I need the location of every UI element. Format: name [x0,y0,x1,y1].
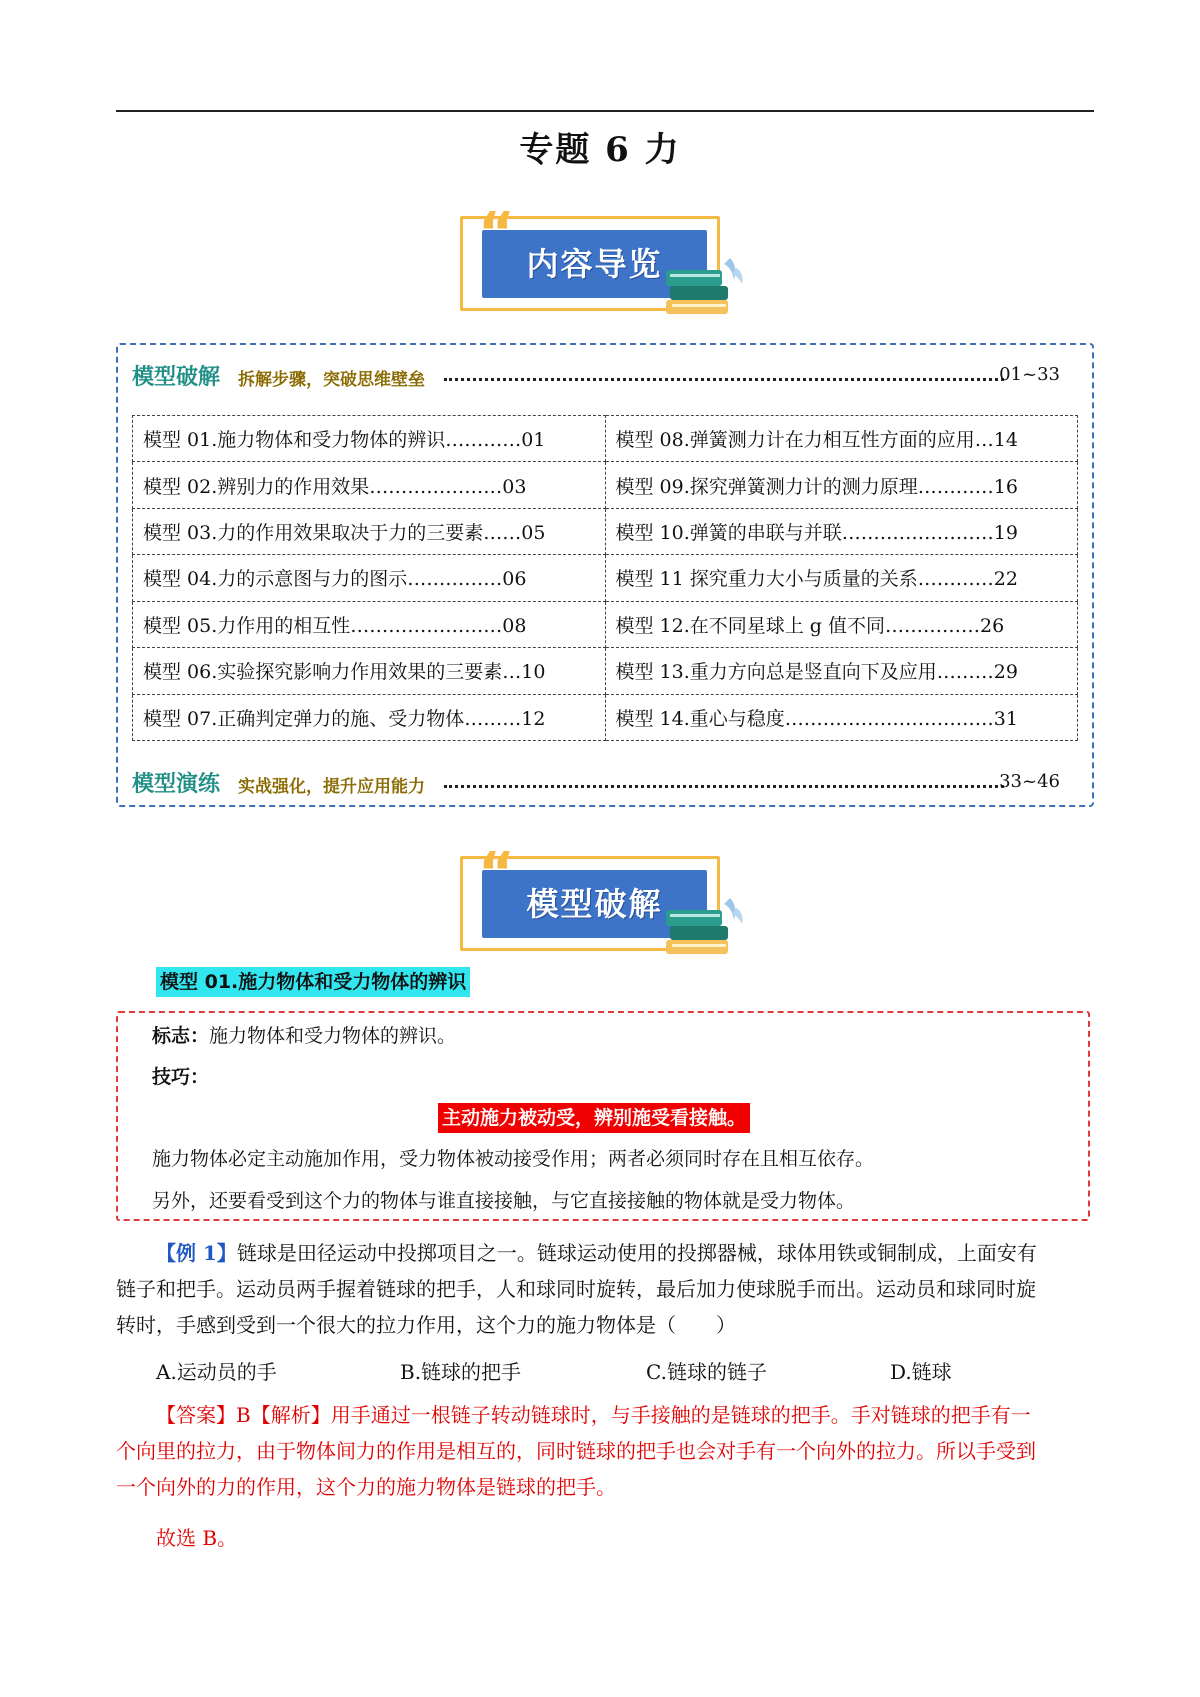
toc-section-head: 模型破解 [132,365,221,390]
toc-item[interactable]: 模型 13.重力方向总是竖直向下及应用………29 [605,648,1078,694]
tip-line-1: 施力物体必定主动施加作用，受力物体被动接受作用；两者必须同时存在且相互依存。 [152,1148,875,1170]
toc-row [133,462,1078,508]
toc-item[interactable]: 模型 08.弹簧测力计在力相互性方面的应用…14 [605,416,1078,462]
skill-line [152,1062,209,1092]
toc-item[interactable]: 模型 14.重心与稳度……………………………31 [605,694,1078,740]
toc-row [133,694,1078,740]
skill-label: 技巧： [152,1066,210,1088]
toc-item[interactable]: 模型 01.施力物体和受力物体的辨识…………01 [133,416,606,462]
toc-item[interactable]: 模型 06.实验探究影响力作用效果的三要素…10 [133,648,606,694]
example-line-2: 链子和把手。运动员两手握着链球的把手，人和球同时旋转，最后加力使球脱手而出。运动员和球同时旋 [116,1277,1036,1301]
sign-line [152,1021,456,1051]
toc-section-pages: 01~33 [999,364,1060,385]
tip-line-2: 另外，还要看受到这个力的物体与谁直接接触，与它直接接触的物体就是受力物体。 [152,1190,856,1212]
banner-model [460,841,760,958]
example-line-3: 转时，手感到受到一个很大的拉力作用，这个力的施力物体是（ ） [116,1313,736,1337]
toc-item[interactable]: 模型 07.正确判定弹力的施、受力物体………12 [133,694,606,740]
toc-item[interactable]: 模型 10.弹簧的串联与并联……………………19 [605,508,1078,554]
toc-item[interactable]: 模型 05.力作用的相互性……………………08 [133,601,606,647]
example-text: 链球是田径运动中投掷项目之一。链球运动使用的投掷器械，球体用铁或铜制成，上面安有 [236,1241,1037,1265]
example-line-1 [116,1235,1096,1271]
example-label: 【例 1】 [156,1241,237,1265]
toc-row [133,508,1078,554]
banner-label: 内容导览 [526,245,663,283]
toc-item[interactable]: 模型 03.力的作用效果取决于力的三要素……05 [133,508,606,554]
quote-icon: “ [478,841,515,906]
option-c[interactable]: C.链球的链子 [646,1360,767,1384]
books-icon [660,248,750,320]
toc-section-sub: 拆解步骤，突破思维壁垒 [238,370,425,390]
answer-line-1: 【答案】B【解析】用手通过一根链子转动链球时，与手接触的是链球的把手。手对链球的把手有一 [156,1403,1031,1427]
toc-row [133,416,1078,462]
page-title: 专题 6 力 [519,130,681,170]
toc-item[interactable]: 模型 04.力的示意图与力的图示……………06 [133,555,606,601]
model-01-heading: 模型 01.施力物体和受力物体的辨识 [156,967,470,997]
skill-highlight: 主动施力被动受，辨别施受看接触。 [438,1103,750,1133]
option-a[interactable]: A.运动员的手 [156,1360,277,1384]
toc-item[interactable]: 模型 09.探究弹簧测力计的测力原理…………16 [605,462,1078,508]
sign-label: 标志： [152,1025,210,1047]
toc-section-model-practice[interactable] [132,767,1060,801]
toc-section-head: 模型演练 [132,772,221,797]
banner-label: 模型破解 [526,885,663,923]
toc-section-model-breakdown[interactable] [132,360,1060,394]
answer-line-3: 一个向外的力的作用，这个力的施力物体是链球的把手。 [116,1475,616,1499]
top-rule [116,110,1094,112]
toc-item[interactable]: 模型 11 探究重力大小与质量的关系…………22 [605,555,1078,601]
toc-row [133,555,1078,601]
toc-item[interactable]: 模型 12.在不同星球上 g 值不同……………26 [605,601,1078,647]
toc-dots [444,776,1004,788]
sign-text: 施力物体和受力物体的辨识。 [209,1025,457,1047]
toc-section-pages: 33~46 [999,771,1060,792]
quote-icon: “ [478,201,515,266]
option-d[interactable]: D.链球 [890,1360,952,1384]
answer-line-4: 故选 B。 [156,1526,238,1550]
answer-line-2: 个向里的拉力，由于物体间力的作用是相互的，同时链球的把手也会对手有一个向外的拉力。所以手受到 [116,1439,1036,1463]
banner-toc [460,201,760,318]
books-icon [660,888,750,960]
toc-dots [444,369,1004,381]
option-b[interactable]: B.链球的把手 [400,1360,522,1384]
toc-row [133,648,1078,694]
toc-section-sub: 实战强化，提升应用能力 [238,777,425,797]
toc-table [132,415,1078,741]
toc-row [133,601,1078,647]
toc-item[interactable]: 模型 02.辨别力的作用效果…………………03 [133,462,606,508]
